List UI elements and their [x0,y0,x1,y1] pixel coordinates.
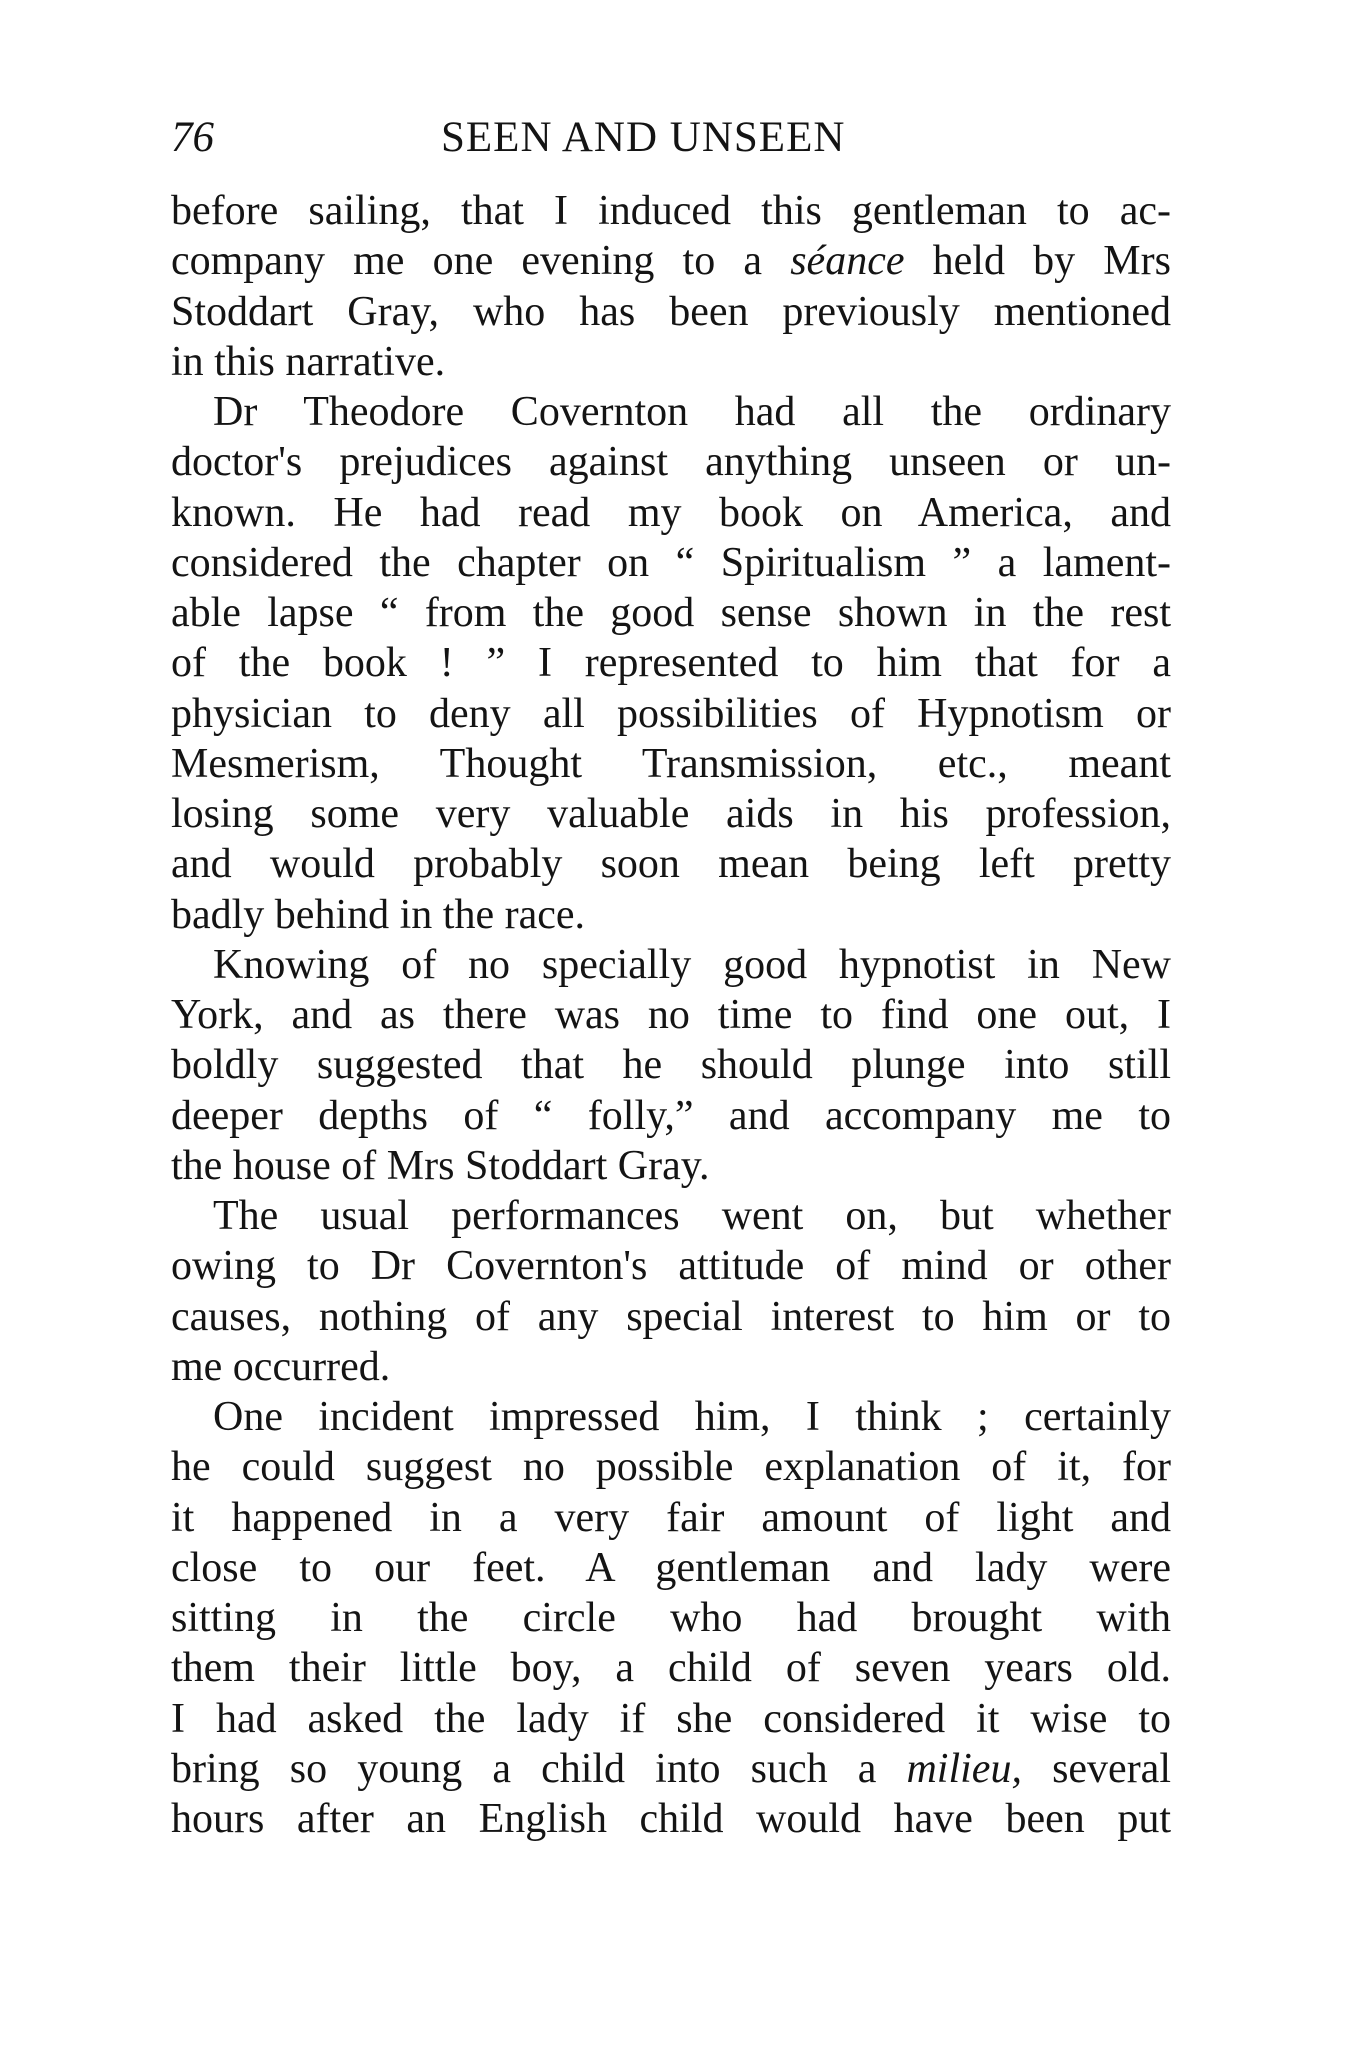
text-line: owing to Dr Covernton's attitude of mind or other [171,1243,1171,1290]
text-line: considered the chapter on “ Spiritualism ” a lament- [171,539,1171,586]
text-line: bring so young a child into such a milieu, several [171,1745,1171,1792]
text-line: the house of Mrs Stoddart Gray. [171,1142,710,1189]
italic-term: milieu, [906,1745,1022,1792]
text-line: of the book ! ” I represented to him that for a [171,640,1171,687]
text-line: hours after an English child would have been put [171,1796,1171,1842]
running-title: SEEN AND UNSEEN [441,114,846,161]
text-line: physician to deny all possibilities of Hypnotism or [171,690,1171,737]
text-line: he could suggest no possible explanation of it, for [171,1444,1171,1491]
text-line: able lapse “ from the good sense shown in the rest [171,590,1171,636]
italic-term: séance [790,238,905,285]
text-line: losing some very valuable aids in his profession, [171,791,1171,837]
text-line: Knowing of no specially good hypnotist in New [213,941,1171,988]
body-text [171,186,1171,1844]
text-line: and would probably soon mean being left pretty [171,841,1171,888]
text-line: known. He had read my book on America, and [171,489,1171,536]
text-line: before sailing, that I induced this gentleman to ac- [171,188,1171,234]
text-line: One incident impressed him, I think ; certainly [213,1394,1171,1440]
running-head [171,110,1171,166]
text-line: I had asked the lady if she considered it wise to [171,1695,1171,1742]
text-line: doctor's prejudices against anything unseen or un- [171,439,1171,486]
text-line: in this narrative. [171,338,446,385]
text-line: close to our feet. A gentleman and lady were [171,1544,1171,1591]
text-line: York, and as there was no time to find one out, I [171,992,1171,1038]
text-line: badly behind in the race. [171,891,586,938]
text-line: The usual performances went on, but whether [213,1193,1171,1239]
text-line: boldly suggested that he should plunge into still [171,1042,1171,1089]
text-line: Dr Theodore Covernton had all the ordinary [213,389,1171,435]
text-line: them their little boy, a child of seven years old. [171,1645,1171,1692]
text-line: me occurred. [171,1343,391,1390]
text-line: causes, nothing of any special interest to him or to [171,1293,1171,1340]
text-line: company me one evening to a séance held by Mrs [171,238,1171,285]
text-line: it happened in a very fair amount of light and [171,1494,1171,1541]
text-line: sitting in the circle who had brought with [171,1595,1171,1641]
text-line: deeper depths of “ folly,” and accompany me to [171,1092,1171,1139]
page-number: 76 [171,114,214,161]
text-line: Mesmerism, Thought Transmission, etc., meant [171,740,1171,787]
text-line: Stoddart Gray, who has been previously mentioned [171,288,1171,335]
